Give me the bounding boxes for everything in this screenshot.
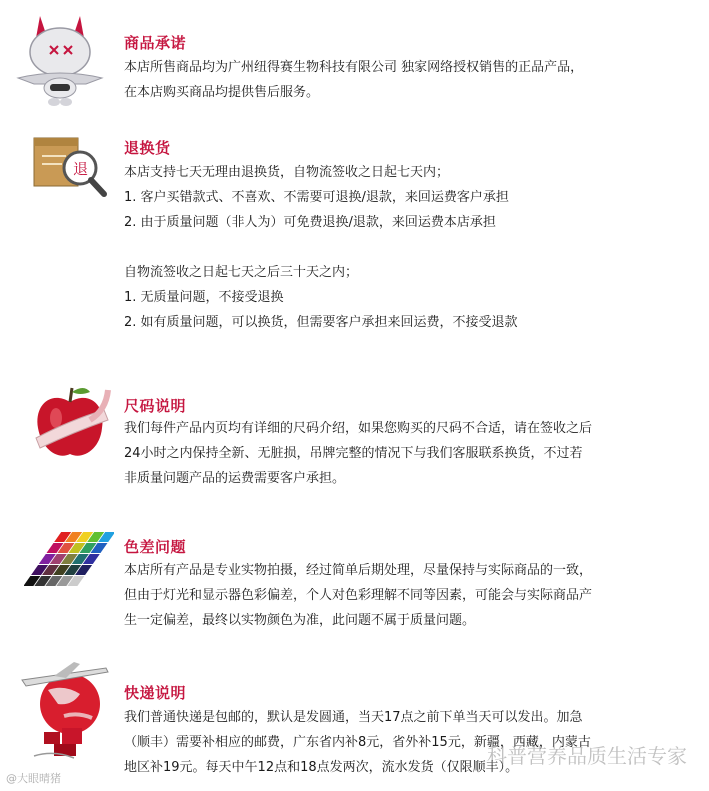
return-glyph: 退: [73, 160, 89, 178]
body-line: 1. 客户买错款式、不喜欢、不需要可退换/退款，来回运费客户承担: [124, 190, 509, 205]
body-line: 本店所售商品均为广州纽得赛生物科技有限公司 独家网络授权销售的正品产品，: [124, 60, 584, 75]
body-line: 2. 如有质量问题，可以换货，但需要客户承担来回运费，不接受退款: [124, 315, 518, 330]
body-line: 自物流签收之日起七天之后三十天之内；: [124, 265, 359, 280]
section-body: [124, 160, 699, 335]
body-line: [124, 235, 699, 260]
body-line: 我们每件产品内页均有详细的尺码介绍，如果您购买的尺码不合适，请在签收之后: [124, 421, 593, 436]
return-box-magnifier-icon: [30, 132, 110, 202]
body-line: 非质量问题产品的运费需要客户承担。: [124, 471, 346, 486]
section-body: [124, 416, 699, 491]
section-title: 商品承诺: [124, 34, 187, 52]
section-title: 快递说明: [124, 684, 187, 702]
body-line: 但由于灯光和显示器色彩偏差，个人对色彩理解不同等因素，可能会与实际商品产: [124, 588, 593, 603]
body-line: 2. 由于质量问题（非人为）可免费退换/退款，来回运费本店承担: [124, 215, 496, 230]
body-line: 生一定偏差，最终以实物颜色为准，此问题不属于质量问题。: [124, 613, 476, 628]
body-line: 本店所有产品是专业实物拍摄，经过简单后期处理，尽量保持与实际商品的一致，: [124, 563, 593, 578]
section-body: [124, 558, 699, 633]
globe-airplane-icon: [14, 660, 114, 764]
body-line: （顺丰）需要补相应的邮费，广东省内补8元，省外补15元，新疆，西藏，内蒙古: [124, 735, 591, 750]
body-line: 本店支持七天无理由退换货，自物流签收之日起七天内；: [124, 165, 450, 180]
section-title: 退换货: [124, 139, 171, 157]
apple-tape-measure-icon: [30, 380, 112, 464]
body-line: 地区补19元。每天中午12点和18点发两次，流水发货（仅限顺丰）。: [124, 760, 519, 775]
section-title: 色差问题: [124, 538, 187, 556]
section-title: 尺码说明: [124, 397, 187, 415]
body-line: 我们普通快递是包邮的，默认是发圆通，当天17点之前下单当天可以发出。加急: [124, 710, 583, 725]
watermark-right: 科普营养品质生活专家: [487, 744, 687, 768]
body-line: 24小时之内保持全新、无脏损，吊牌完整的情况下与我们客服联系换货，不过若: [124, 446, 583, 461]
section-body: [124, 55, 699, 105]
color-grid-icon: [24, 528, 114, 596]
watermark-left: @大眼晴猪: [6, 772, 61, 785]
body-line: 1. 无质量问题，不接受退换: [124, 290, 284, 305]
body-line: 在本店购买商品均提供售后服务。: [124, 85, 320, 100]
mascot-icon: [14, 10, 106, 110]
